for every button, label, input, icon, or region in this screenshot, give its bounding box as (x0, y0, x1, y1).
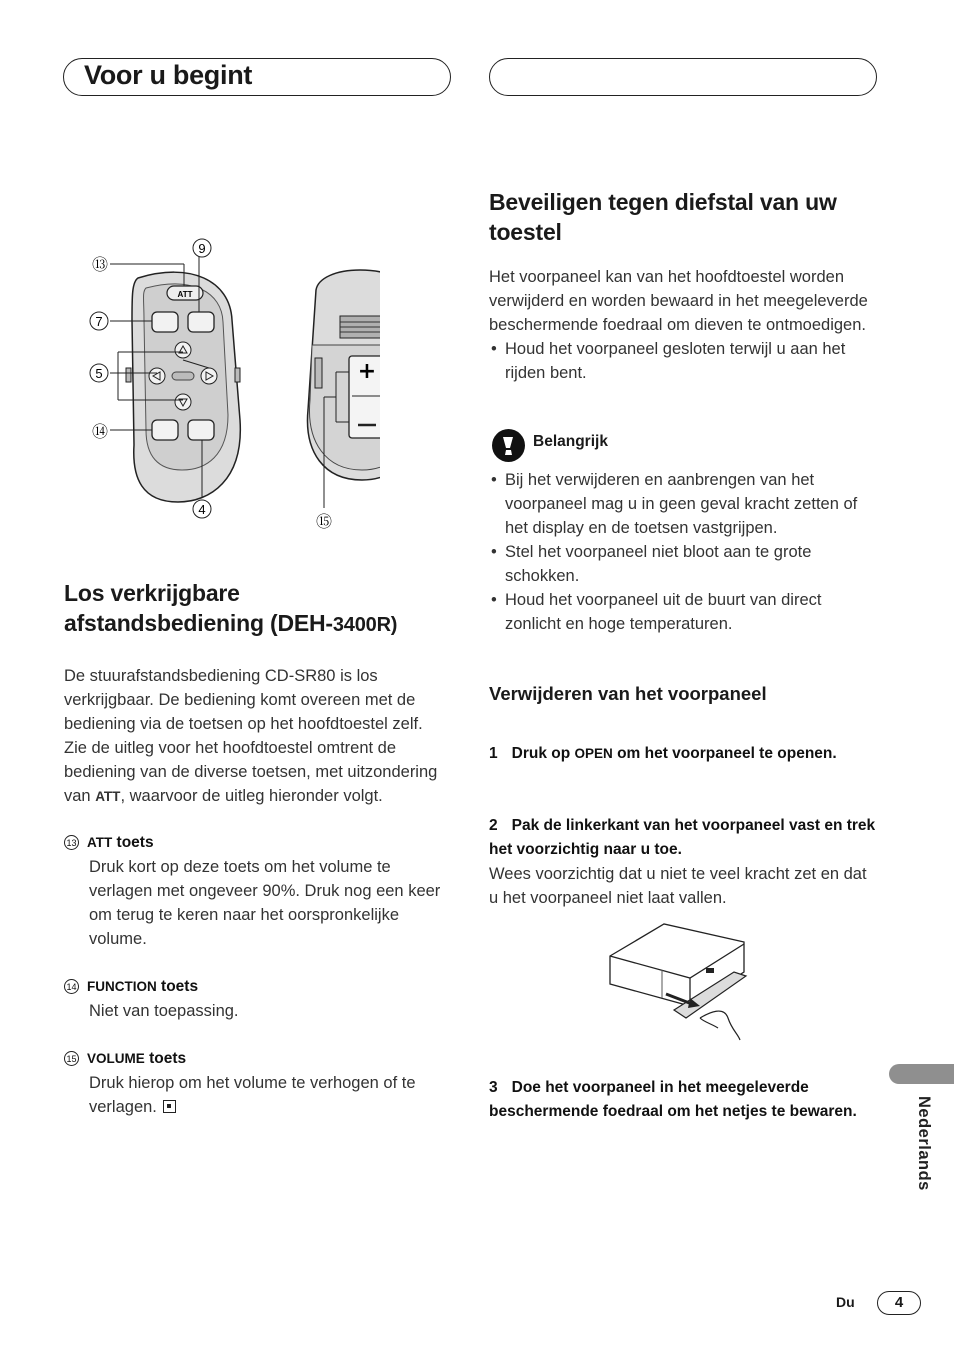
item-description: Niet van toepassing. (89, 1002, 239, 1020)
page-title: Voor u begint (84, 60, 253, 90)
language-tab (889, 1064, 954, 1084)
important-list (489, 468, 877, 636)
page-number: 4 (877, 1291, 921, 1315)
att-inline: ATT (95, 789, 121, 804)
step-number: 3 (489, 1079, 498, 1096)
svg-text:+: + (357, 359, 377, 384)
label-13: ⑬ (91, 255, 109, 274)
item-number: 14 (64, 979, 79, 994)
security-intro: Het voorpaneel kan van het hoofdtoestel worden verwijderd en worden bewaard in het meegeleverde beschermende foedraal om dieven te ontmoedigen. (489, 268, 868, 334)
step-3: 3 Doe het voorpaneel in het meegeleverde beschermende foedraal om het netjes te bewaren. (489, 1079, 857, 1120)
important-bullet: • Bij het verwijderen en aanbrengen van het voorpaneel mag u in geen geval kracht zetten of het display en de toetsen vastgrijpen. (489, 468, 877, 540)
item-key: ATT (87, 835, 113, 850)
item-description: Druk kort op deze toets om het volume te verlagen met ongeveer 90%. Druk nog een keer om terug te keren naar het oorspronkelijke volume. (89, 858, 441, 948)
step-number: 2 (489, 817, 498, 834)
header-left-box (63, 58, 451, 96)
label-15: ⑮ (315, 512, 333, 531)
att-button-label: ATT (177, 290, 193, 299)
step-2: 2 Pak de linkerkant van het voorpaneel vast en trek het voorzichtig naar u toe. Wees voorzichtig dat u niet te veel kracht zet en dat u het voorpaneel niet laat vallen. (489, 814, 877, 910)
open-key: OPEN (574, 746, 613, 761)
item-key: VOLUME (87, 1051, 145, 1066)
item-number: 13 (64, 835, 79, 850)
remote-intro: De stuurafstandsbediening CD-SR80 is los verkrijgbaar. De bediening komt overeen met de bediening via de toetsen op het hoofdtoestel zelf. Zie de uitleg voor het hoofdtoestel omtrent de bediening van de diverse toetsen, met uitzondering van ATT, waarvoor de uitleg hieronder volgt. (64, 667, 438, 805)
panel-removal-figure (606, 922, 756, 1042)
remove-subsection-title: Verwijderen van het voorpaneel (489, 683, 767, 704)
remote-title-line2b: 3400R) (332, 614, 398, 636)
item-number: 15 (64, 1051, 79, 1066)
header-right-box (489, 58, 877, 96)
label-14: ⑭ (91, 422, 109, 441)
security-bullet: • Houd het voorpaneel gesloten terwijl u aan het rijden bent. (489, 337, 877, 385)
right-section (489, 187, 877, 385)
remote-section-title (64, 578, 449, 640)
label-9: 9 (198, 241, 206, 256)
left-section (64, 578, 449, 1119)
important-label: Belangrijk (533, 433, 608, 450)
label-7: 7 (95, 314, 103, 329)
important-bullet: • Houd het voorpaneel uit de buurt van direct zonlicht en hoge temperaturen. (489, 588, 877, 636)
footer-language-code: Du (836, 1294, 855, 1310)
item-function: 14 FUNCTION toets Niet van toepassing. (64, 975, 449, 1023)
item-description: Druk hierop om het volume te verhogen of te verlagen. (89, 1074, 416, 1116)
security-section-title: Beveiligen tegen diefstal van uw toestel (489, 189, 837, 245)
step-1: 1 Druk op OPEN om het voorpaneel te openen. (489, 745, 837, 762)
item-volume: 15 VOLUME toets Druk hierop om het volume te verhogen of te verlagen. (64, 1047, 449, 1119)
remote-title-line1: Los verkrijgbare (64, 580, 240, 606)
item-att: 13 ATT toets Druk kort op deze toets om het volume te verlagen met ongeveer 90%. Druk nog een keer om terug te keren naar het oorspronkelijke volume. (64, 831, 449, 951)
remote-title-line2a: afstandsbediening (DEH- (64, 610, 333, 636)
language-label: Nederlands (915, 1096, 933, 1191)
end-mark-icon (163, 1100, 176, 1113)
step-note: Wees voorzichtig dat u niet te veel kracht zet en dat u het voorpaneel niet laat vallen. (489, 865, 867, 907)
label-5: 5 (95, 366, 103, 381)
important-bullet: • Stel het voorpaneel niet bloot aan te grote schokken. (489, 540, 877, 588)
item-key: FUNCTION (87, 979, 157, 994)
remote-control-figure (80, 230, 380, 540)
step-number: 1 (489, 745, 498, 762)
label-4: 4 (198, 502, 206, 517)
important-icon (492, 429, 525, 462)
